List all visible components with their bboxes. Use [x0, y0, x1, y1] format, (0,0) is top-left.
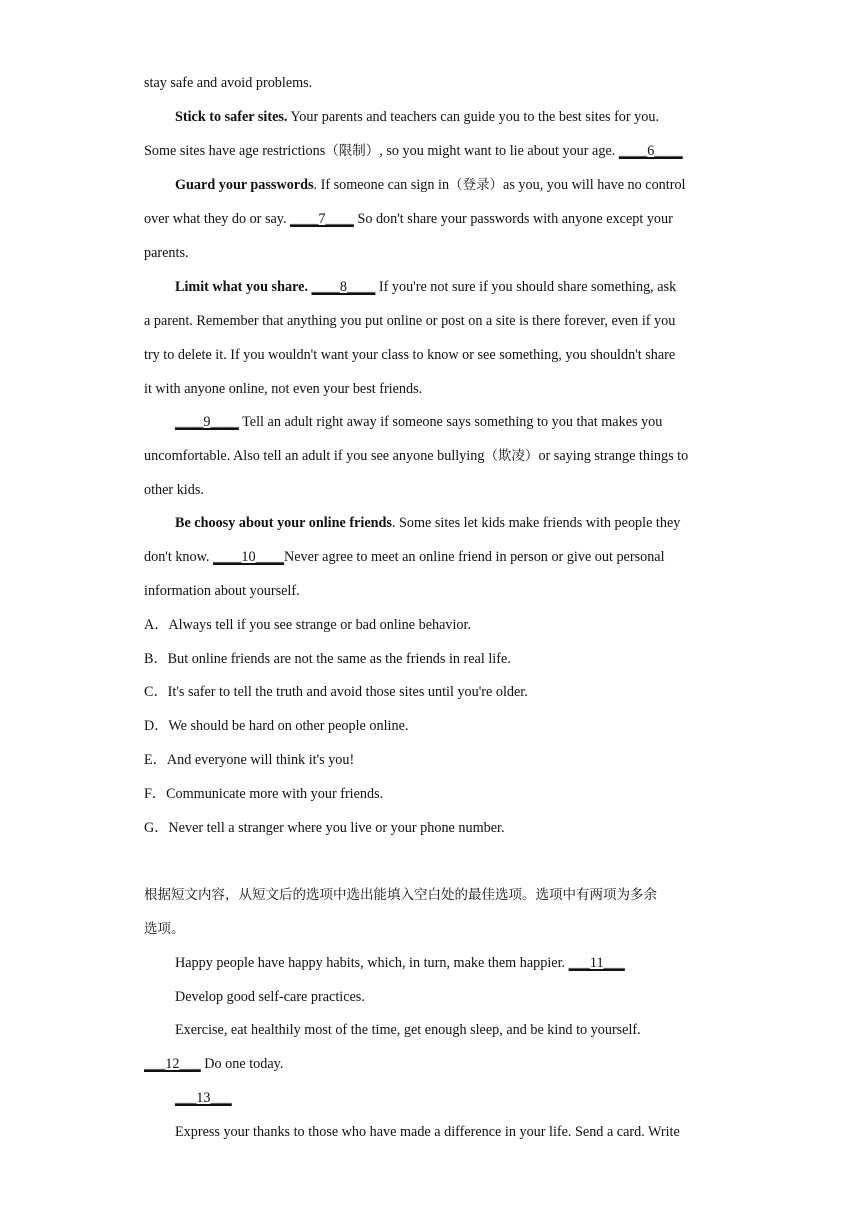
text: . If someone can sign in — [313, 177, 450, 193]
text-line — [144, 447, 688, 465]
instruction-text: 选项。 — [144, 921, 185, 937]
text-line — [175, 1021, 641, 1039]
text-line — [175, 1089, 232, 1107]
option-text: G．Never tell a stranger where you live or your phone number. — [144, 820, 505, 836]
option-b — [144, 650, 511, 668]
text-line — [175, 514, 680, 532]
blank-6: ____6____ — [618, 143, 683, 159]
blank-12: ___12___ — [144, 1056, 201, 1072]
text-line — [175, 954, 625, 972]
text-line — [144, 244, 189, 262]
blank-11: ___11___ — [568, 955, 625, 971]
chinese-gloss: （登录） — [449, 177, 504, 193]
text: as you, you will have no control — [503, 177, 686, 193]
option-g — [144, 819, 505, 837]
text: Do one today. — [200, 1056, 284, 1072]
text-line — [175, 108, 659, 126]
option-text: D．We should be hard on other people online. — [144, 718, 409, 734]
text: stay safe and avoid problems. — [144, 75, 313, 91]
text: try to delete it. If you wouldn't want your class to know or see something, you shouldn't share — [144, 347, 676, 363]
text-line — [144, 142, 683, 160]
text: Happy people have happy habits, which, in turn, make them happier. — [175, 955, 569, 971]
option-d — [144, 717, 408, 735]
instruction-text: 根据短文内容，从短文后的选项中选出能填入空白处的最佳选项。选项中有两项为多余 — [144, 887, 657, 903]
text: Your parents and teachers can guide you to the best sites for you. — [287, 109, 659, 125]
text-line — [144, 210, 673, 228]
text: information about yourself. — [144, 583, 300, 599]
option-e — [144, 751, 354, 769]
text: Express your thanks to those who have made a difference in your life. Send a card. Write — [175, 1124, 680, 1140]
text: over what they do or say. — [144, 211, 291, 227]
text: , so you might want to lie about your age. — [379, 143, 619, 159]
text: Tell an adult right away if someone says something to you that makes you — [238, 414, 663, 430]
text-line — [175, 413, 662, 431]
text-line — [144, 312, 675, 330]
option-text: A．Always tell if you see strange or bad online behavior. — [144, 617, 472, 633]
text: Never agree to meet an online friend in person or give out personal — [283, 549, 665, 565]
blank-8: ____8____ — [311, 279, 376, 295]
text-line — [175, 278, 676, 296]
blank-13: ___13___ — [175, 1090, 232, 1106]
instruction-line — [144, 886, 657, 904]
text-line — [144, 582, 300, 600]
text: or saying strange things to — [538, 448, 689, 464]
blank-10: ____10____ — [213, 549, 284, 565]
text-line — [144, 481, 204, 499]
text-line — [144, 380, 422, 398]
text: Develop good self-care practices. — [175, 989, 365, 1005]
text-line — [144, 74, 312, 92]
text: parents. — [144, 245, 189, 261]
option-text: E．And everyone will think it's you! — [144, 752, 355, 768]
paragraph-heading: Stick to safer sites. — [175, 109, 288, 125]
text: other kids. — [144, 482, 204, 498]
text: If you're not sure if you should share something, ask — [375, 279, 677, 295]
text: it with anyone online, not even your best friends. — [144, 381, 423, 397]
chinese-gloss: （限制） — [325, 143, 380, 159]
text-line — [144, 1055, 283, 1073]
text: Some sites have age restrictions — [144, 143, 326, 159]
text: Exercise, eat healthily most of the time, get enough sleep, and be kind to yourself. — [175, 1022, 641, 1038]
text-line — [175, 988, 365, 1006]
text: a parent. Remember that anything you put online or post on a site is there forever, even if you — [144, 313, 676, 329]
paragraph-heading: Guard your passwords — [175, 177, 314, 193]
blank-9: ____9____ — [175, 414, 239, 430]
paragraph-heading: Be choosy about your online friends — [175, 515, 392, 531]
chinese-gloss: （欺凌） — [484, 448, 539, 464]
option-a — [144, 616, 471, 634]
paragraph-heading: Limit what you share. — [175, 279, 308, 295]
text-line — [144, 548, 665, 566]
text-line — [175, 1123, 680, 1141]
text-line — [175, 176, 685, 194]
blank-7: ____7____ — [290, 211, 354, 227]
option-c — [144, 683, 528, 701]
text: don't know. — [144, 549, 214, 565]
option-text: F．Communicate more with your friends. — [144, 786, 384, 802]
option-text: C．It's safer to tell the truth and avoid those sites until you're older. — [144, 684, 528, 700]
text: So don't share your passwords with anyone except your — [353, 211, 673, 227]
instruction-line — [144, 920, 185, 938]
option-text: B．But online friends are not the same as the friends in real life. — [144, 651, 511, 667]
text: uncomfortable. Also tell an adult if you see anyone bullying — [144, 448, 485, 464]
text-line — [144, 346, 675, 364]
text: . Some sites let kids make friends with people they — [391, 515, 681, 531]
option-f — [144, 785, 383, 803]
